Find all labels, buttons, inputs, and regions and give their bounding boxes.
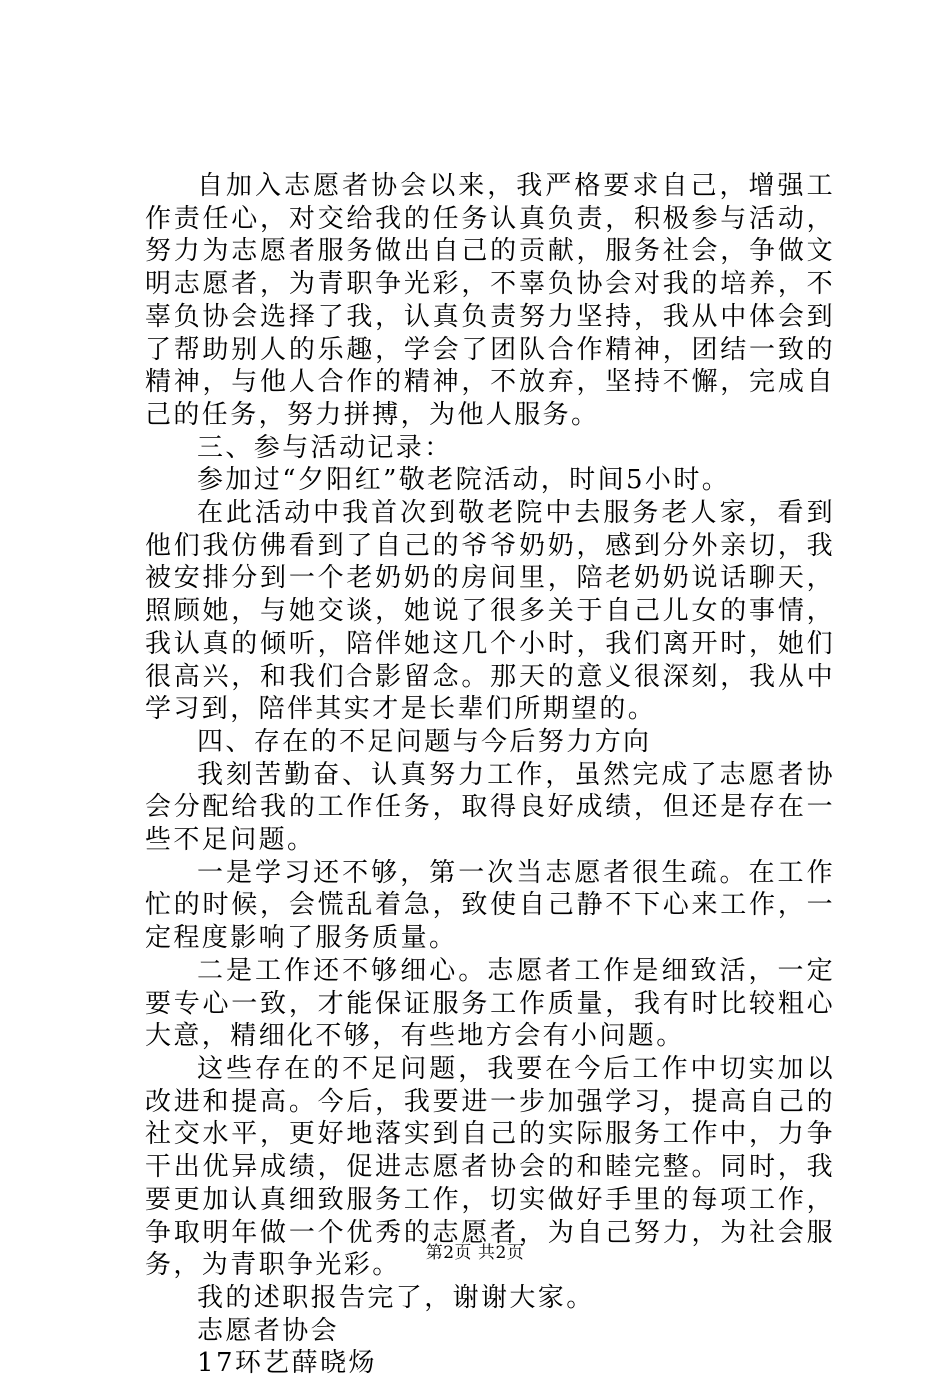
page-footer: 第2页 共2页 xyxy=(425,1243,525,1263)
paragraph-shortcoming-two: 二是工作还不够细心。志愿者工作是细致活，一定要专心一致，才能保证服务工作质量，我有时比较粗心大意，精细化不够，有些地方会有小问题。 xyxy=(145,955,835,1052)
signature-organization: 志愿者协会 xyxy=(197,1315,340,1346)
paragraph-improvement-plan: 这些存在的不足问题，我要在今后工作中切实加以改进和提高。今后，我要进一步加强学习，提高自己的社交水平，更好地落实到自己的实际服务工作中，力争干出优异成绩，促进志愿者协会的和睦完整。同时，我要更加认真细致服务工作，切实做好手里的每项工作，争取明年做一个优秀的志愿者，为自己努力，为社会服务，为青职争光彩。 xyxy=(145,1053,835,1281)
paragraph-shortcoming-one: 一是学习还不够，第一次当志愿者很生疏。在工作忙的时候，会慌乱着急，致使自己静不下心来工作，一定程度影响了服务质量。 xyxy=(145,857,835,954)
paragraph-activity-detail: 在此活动中我首次到敬老院中去服务老人家，看到他们我仿佛看到了自己的爷爷奶奶，感到分外亲切，我被安排分到一个老奶奶的房间里，陪老奶奶说话聊天，照顾她，与她交谈，她说了很多关于自己儿女的事情，我认真的倾听，陪伴她这几个小时，我们离开时，她们很高兴，和我们合影留念。那天的意义很深刻，我从中学习到，陪伴其实才是长辈们所期望的。 xyxy=(145,498,835,725)
document-body xyxy=(145,170,835,1380)
paragraph-intro-commitment: 自加入志愿者协会以来，我严格要求自己，增强工作责任心，对交给我的任务认真负责，积极参与活动，努力为志愿者服务做出自己的贡献，服务社会，争做文明志愿者，为青职争光彩，不辜负协会对我的培养，不辜负协会选择了我，认真负责努力坚持，我从中体会到了帮助别人的乐趣，学会了团队合作精神，团结一致的精神，与他人合作的精神，不放弃，坚持不懈，完成自己的任务，努力拼搏，为他人服务。 xyxy=(145,171,835,430)
paragraph-activity-summary: 参加过“夕阳红”敬老院活动，时间5小时。 xyxy=(197,465,731,496)
heading-activity-record: 三、参与活动记录： xyxy=(197,432,453,463)
paragraph-shortcomings-overview: 我刻苦勤奋、认真努力工作，虽然完成了志愿者协会分配给我的工作任务，取得良好成绩，但还是存在一些不足问题。 xyxy=(145,759,835,856)
heading-shortcomings: 四、存在的不足问题与今后努力方向 xyxy=(197,726,652,757)
signature-author: 17环艺薛晓炀 xyxy=(197,1348,377,1379)
paragraph-closing: 我的述职报告完了，谢谢大家。 xyxy=(197,1282,595,1313)
